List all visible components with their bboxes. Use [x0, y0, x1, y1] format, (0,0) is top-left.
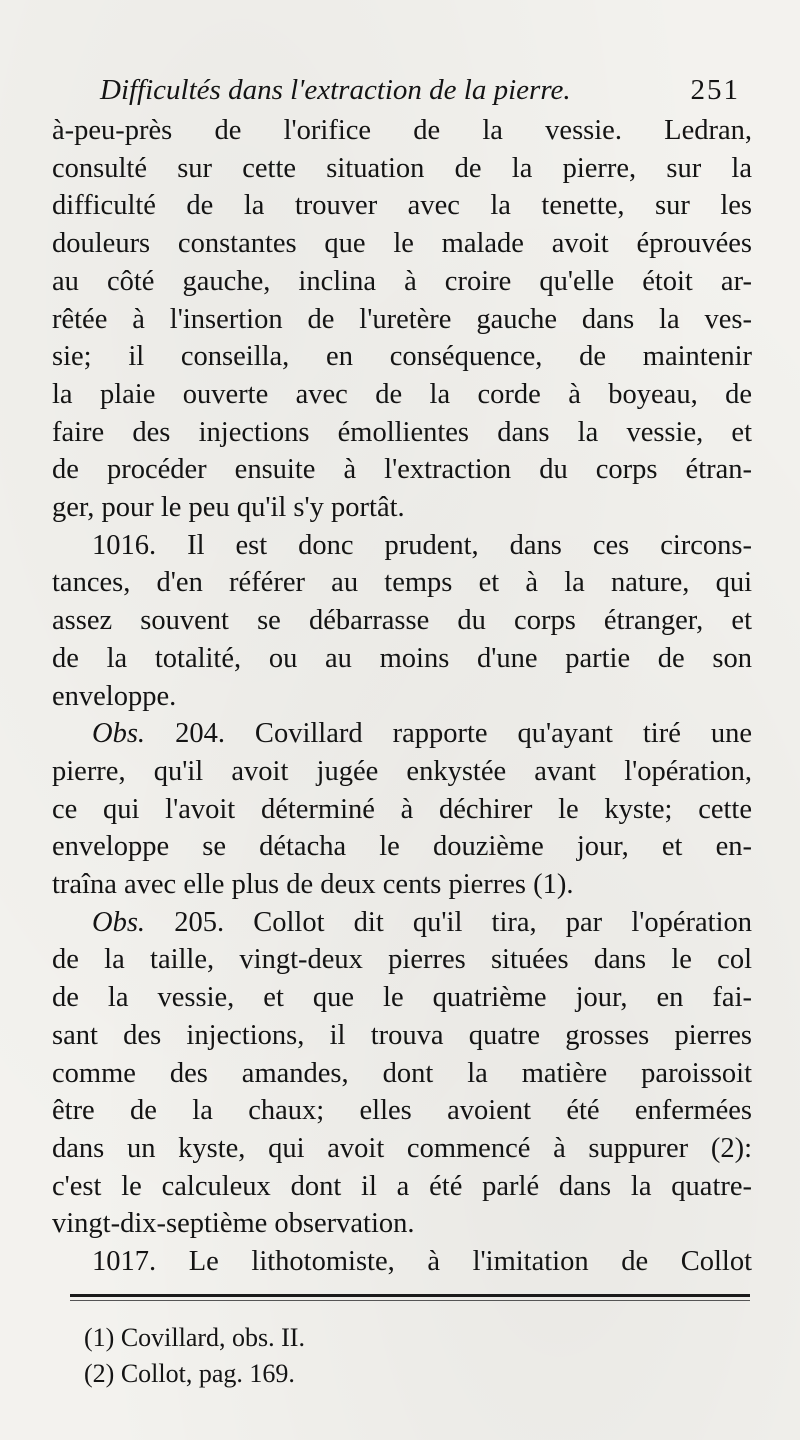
paragraph-1017-line: 1017. Le lithotomiste, à l'imitation de Collot	[92, 1246, 752, 1278]
text-line: ce qui l'avoit déterminé à déchirer le kyste; cette	[52, 793, 752, 825]
observation-204-line	[52, 715, 752, 753]
text-line: de procéder ensuite à l'extraction du corps étran-	[52, 454, 752, 486]
text-line: consulté sur cette situation de la pierre, sur la	[52, 152, 752, 184]
text-line: tances, d'en référer au temps et à la nature, qui	[52, 567, 752, 599]
footnotes	[84, 1320, 684, 1392]
footnote-rule	[70, 1294, 750, 1297]
text-line: de la taille, vingt-deux pierres situées dans le col	[52, 944, 752, 976]
text-line: c'est le calculeux dont il a été parlé dans la quatre-	[52, 1170, 752, 1202]
text-line: douleurs constantes que le malade avoit éprouvées	[52, 228, 752, 260]
running-title: Difficultés dans l'extraction de la pierre.	[100, 74, 571, 106]
text-line: ger, pour le peu qu'il s'y portât.	[52, 492, 405, 524]
text-line: assez souvent se débarrasse du corps étranger, et	[52, 605, 752, 637]
page-number: 251	[690, 74, 740, 106]
text-line: de la vessie, et que le quatrième jour, en fai-	[52, 982, 752, 1014]
text-line: enveloppe.	[52, 680, 177, 712]
text-line: vingt-dix-septième observation.	[52, 1208, 415, 1240]
text-line: au côté gauche, inclina à croire qu'elle étoit ar-	[52, 265, 752, 297]
text-line: être de la chaux; elles avoient été enfermées	[52, 1095, 752, 1127]
obs-label: Obs.	[92, 906, 146, 938]
text-line: de la totalité, ou au moins d'une partie de son	[52, 642, 752, 674]
paragraph-1016-line: 1016. Il est donc prudent, dans ces circons-	[92, 529, 752, 561]
text-line: enveloppe se détacha le douzième jour, et en-	[52, 831, 752, 863]
observation-text: 205. Collot dit qu'il tira, par l'opération	[174, 906, 752, 938]
observation-text: 204. Covillard rapporte qu'ayant tiré une	[175, 718, 752, 750]
text-line: comme des amandes, dont la matière paroissoit	[52, 1057, 752, 1089]
text-line: sant des injections, il trouva quatre grosses pierres	[52, 1019, 752, 1051]
footnote-rule-thin	[70, 1300, 750, 1301]
text-line: à-peu-près de l'orifice de la vessie. Ledran,	[52, 115, 752, 146]
footnote-2: (2) Collot, pag. 169.	[84, 1359, 295, 1388]
footnote-1: (1) Covillard, obs. II.	[84, 1323, 305, 1352]
text-line: difficulté de la trouver avec la tenette, sur les	[52, 190, 752, 222]
text-line: la plaie ouverte avec de la corde à boyeau, de	[52, 378, 752, 410]
text-line: traîna avec elle plus de deux cents pierres (1).	[52, 869, 574, 901]
text-line: faire des injections émollientes dans la vessie, et	[52, 416, 752, 448]
running-head	[100, 72, 740, 108]
text-line: pierre, qu'il avoit jugée enkystée avant l'opération,	[52, 755, 752, 787]
obs-label: Obs.	[92, 718, 146, 750]
body-text	[52, 112, 752, 1281]
observation-205-line	[52, 904, 752, 942]
text-line: rêtée à l'insertion de l'uretère gauche dans la ves-	[52, 303, 752, 335]
text-line: dans un kyste, qui avoit commencé à suppurer (2):	[52, 1132, 752, 1164]
text-line: sie; il conseilla, en conséquence, de maintenir	[52, 341, 752, 373]
